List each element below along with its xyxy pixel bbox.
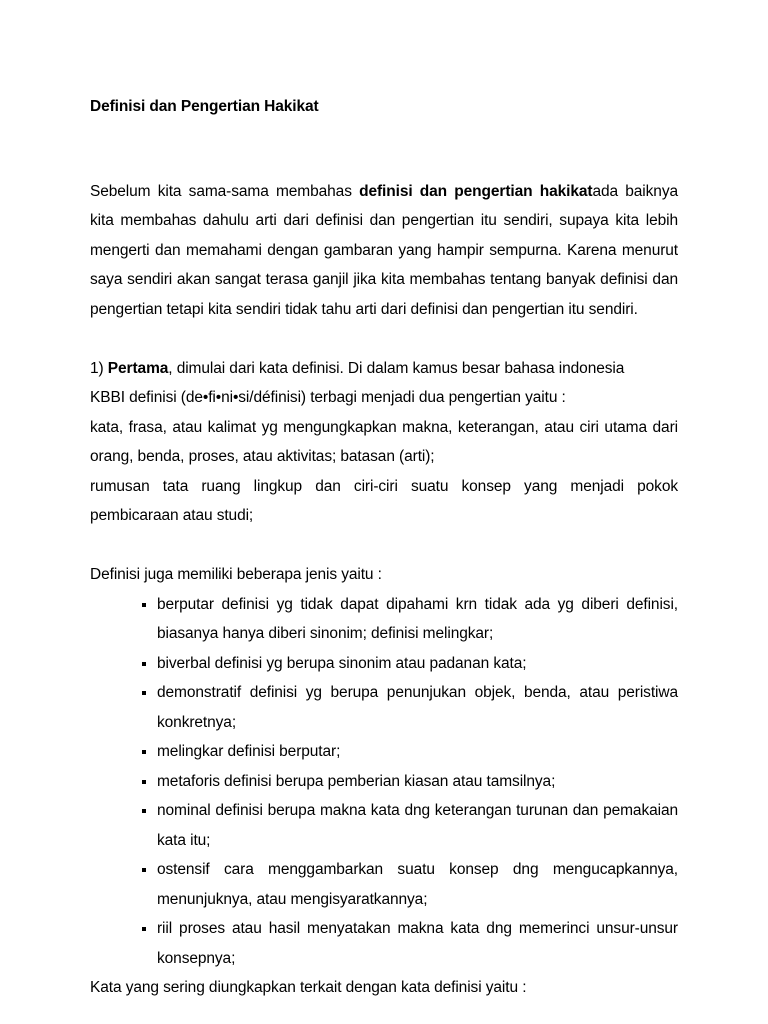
list-item: [90, 914, 678, 973]
bullet-square-icon: [142, 662, 146, 666]
title-spacer: [90, 121, 678, 147]
bullet-square-icon: [142, 927, 146, 931]
line-kbbi: KBBI definisi (de•fi•ni•si/définisi) terbagi menjadi dua pengertian yaitu :: [90, 389, 566, 406]
list-item: [90, 855, 678, 914]
bullet-square-icon: [142, 780, 146, 784]
list-item-label: demonstratif definisi yg berupa penunjukan objek, benda, atau peristiwa konkretnya;: [157, 684, 678, 731]
list-intro: Definisi juga memiliki beberapa jenis yaitu :: [90, 566, 382, 583]
paragraph-spacer-2: [90, 324, 678, 354]
definition-types-list: [90, 590, 678, 974]
list-item: [90, 737, 678, 767]
bullet-square-icon: [142, 603, 146, 607]
list-item-label: melingkar definisi berputar;: [157, 743, 341, 760]
document-content: [90, 92, 678, 1003]
paragraph-spacer-1: [90, 147, 678, 177]
bullet-square-icon: [142, 809, 146, 813]
page-title: Definisi dan Pengertian Hakikat: [90, 98, 319, 115]
paragraph-intro-part2: ada baiknya kita membahas dahulu arti dari definisi dan pengertian itu sendiri, supaya kita lebih mengerti dan memahami dengan gambaran yang hampir sempurna. Karena menurut saya sendiri akan sangat terasa ganjil jika kita membahas tentang banyak definisi dan pengertian tetapi kita sendiri tidak tahu arti dari definisi dan pengertian itu sendiri.: [90, 182, 678, 318]
bullet-square-icon: [142, 691, 146, 695]
definition-sense-1: kata, frasa, atau kalimat yg mengungkapkan makna, keterangan, atau ciri utama dari orang, benda, proses, atau aktivitas; batasan (arti);: [90, 418, 678, 465]
paragraph-pertama-part1: 1): [90, 359, 108, 377]
closing-line: Kata yang sering diungkapkan terkait dengan kata definisi yaitu :: [90, 979, 527, 996]
list-item: [90, 678, 678, 737]
list-item: [90, 590, 678, 649]
paragraph-pertama-part2: , dimulai dari kata definisi. Di dalam kamus besar bahasa indonesia: [168, 359, 625, 377]
list-item: [90, 767, 678, 797]
list-item-label: riil proses atau hasil menyatakan makna kata dng memerinci unsur-unsur konsepnya;: [157, 920, 678, 967]
paragraph-intro-bold: definisi dan pengertian hakikat: [359, 182, 593, 200]
paragraph-pertama-bold: Pertama: [107, 359, 169, 377]
paragraph-spacer-3: [90, 531, 678, 561]
definition-sense-2: rumusan tata ruang lingkup dan ciri-ciri suatu konsep yang menjadi pokok pembicaraan atau studi;: [90, 477, 678, 524]
list-item-label: berputar definisi yg tidak dapat dipahami krn tidak ada yg diberi definisi, biasanya hanya diberi sinonim; definisi melingkar;: [157, 595, 678, 642]
list-item: [90, 649, 678, 679]
list-item-label: biverbal definisi yg berupa sinonim atau padanan kata;: [157, 654, 527, 672]
paragraph-intro-part1: Sebelum kita sama-sama membahas: [90, 182, 360, 200]
bullet-square-icon: [142, 868, 146, 872]
bullet-square-icon: [142, 750, 146, 754]
list-item-label: metaforis definisi berupa pemberian kiasan atau tamsilnya;: [157, 772, 556, 790]
paragraph-intro: [90, 177, 678, 325]
list-item-label: ostensif cara menggambarkan suatu konsep dng mengucapkannya, menunjuknya, atau mengisyaratkannya;: [157, 861, 678, 908]
paragraph-pertama: [90, 354, 678, 384]
list-item: [90, 796, 678, 855]
list-item-label: nominal definisi berupa makna kata dng keterangan turunan dan pemakaian kata itu;: [157, 802, 678, 849]
